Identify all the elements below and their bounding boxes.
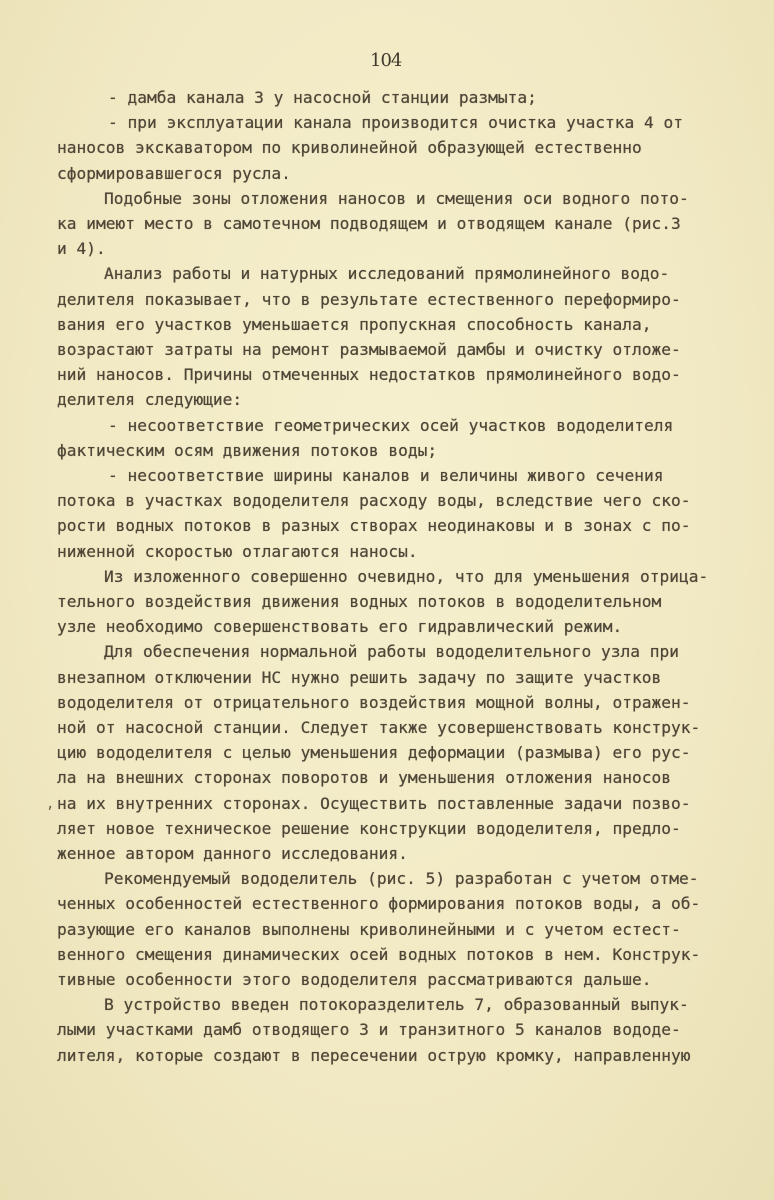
text-line: лыми участками дамб отводящего 3 и транзитного 5 каналов вододе-: [57, 1020, 681, 1040]
text-line: Анализ работы и натурных исследований прямолинейного водо-: [104, 264, 670, 284]
text-line: - дамба канала 3 у насосной станции размыта;: [108, 88, 537, 107]
text-line: - несоответствие ширины каналов и величины живого сечения: [108, 466, 664, 485]
text-line: ка имеют место в самотечном подводящем и отводящем канале (рис.3: [57, 214, 681, 233]
text-line: сформировавшегося русла.: [57, 163, 291, 183]
text-line: узле необходимо совершенствовать его гидравлический режим.: [57, 617, 623, 637]
text-line: потока в участках вододелителя расходу воды, вследствие чего ско-: [57, 491, 691, 511]
text-line: ной от насосной станции. Следует также усовершенствовать конструк-: [57, 718, 701, 737]
text-line: женное автором данного исследования.: [57, 844, 408, 863]
text-line: лителя, которые создают в пересечении острую кромку, направленную: [57, 1045, 691, 1065]
margin-mark: ,: [46, 796, 55, 812]
text-line: возрастают затраты на ремонт размываемой дамбы и очистку отложе-: [57, 340, 681, 359]
text-line: на их внутренних сторонах. Осуществить поставленные задачи позво-: [57, 793, 691, 813]
text-line: внезапном отключении НС нужно решить задачу по защите участков: [57, 667, 662, 687]
text-line: и 4).: [57, 239, 106, 259]
text-line: ла на внешних сторонах поворотов и уменьшения отложения наносов: [57, 768, 671, 788]
text-line: ниженной скоростью отлагаются наносы.: [57, 541, 418, 561]
text-line: вододелителя от отрицательного воздействия мощной волны, отражен-: [57, 692, 691, 712]
text-line: В устройство введен потокоразделитель 7, образованный выпук-: [104, 995, 689, 1015]
text-line: тельного воздействия движения водных потоков в вододелительном: [57, 592, 662, 611]
text-line: цию вододелителя с целью уменьшения деформации (размыва) его рус-: [57, 743, 691, 763]
text-line: ляет новое техническое решение конструкции вододелителя, предло-: [57, 818, 681, 838]
text-line: рости водных потоков в разных створах неодинаковы и в зонах с по-: [57, 516, 691, 536]
text-line: ченных особенностей естественного формирования потоков воды, а об-: [57, 894, 701, 914]
text-line: делителя следующие:: [57, 390, 243, 410]
text-line: разующие его каналов выполнены криволинейными и с учетом естест-: [57, 919, 681, 939]
text-line: - несоответствие геометрических осей участков вододелителя: [108, 415, 674, 435]
text-line: тивные особенности этого вододелителя рассматриваются дальше.: [57, 970, 652, 989]
text-line: Из изложенного совершенно очевидно, что для уменьшения отрица-: [104, 566, 709, 586]
text-line: Рекомендуемый вододелитель (рис. 5) разработан с учетом отме-: [104, 869, 699, 889]
text-line: ний наносов. Причины отмеченных недостатков прямолинейного водо-: [57, 365, 681, 385]
text-line: делителя показывает, что в результате естественного переформиро-: [57, 289, 681, 309]
text-line: вания его участков уменьшается пропускная способность канала,: [57, 314, 652, 334]
text-line: наносов экскаватором по криволинейной образующей естественно: [57, 138, 642, 158]
text-line: Для обеспечения нормальной работы вододелительного узла при: [104, 642, 679, 662]
text-line: - при эксплуатации канала производится очистка участка 4 от: [108, 113, 683, 133]
page-number: 104: [370, 50, 402, 71]
text-line: венного смещения динамических осей водных потоков в нем. Конструк-: [57, 944, 701, 964]
text-line: фактическим осям движения потоков воды;: [57, 440, 438, 460]
text-line: Подобные зоны отложения наносов и смещения оси водного пото-: [104, 188, 689, 208]
